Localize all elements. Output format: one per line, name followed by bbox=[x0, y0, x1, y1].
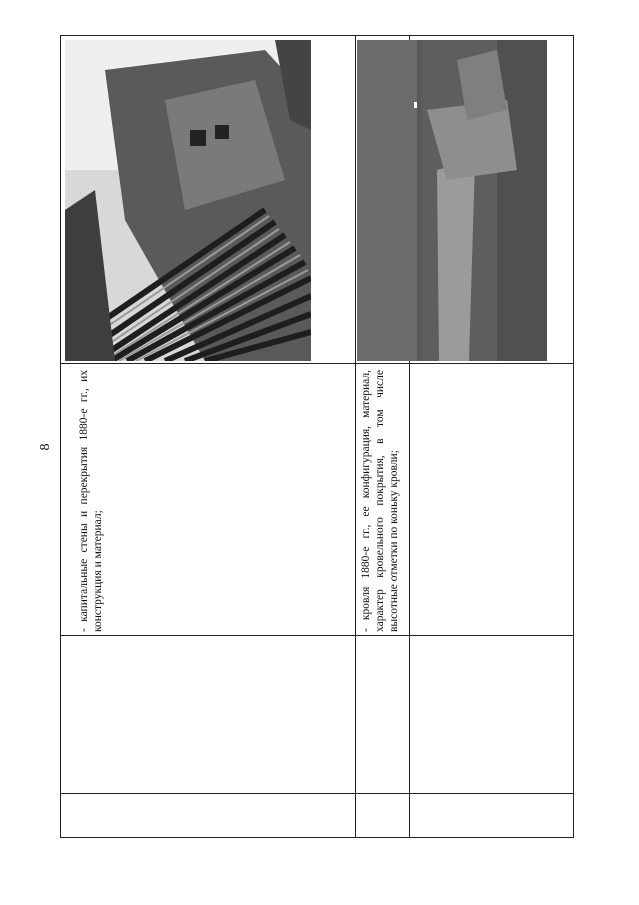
column-divider bbox=[355, 36, 356, 837]
row-2-description: - кровля 1880-е гг., ее конфигурация, материал, характер кровельного покрытия, в том числе высотные отметки по коньку кровли; bbox=[360, 370, 400, 632]
row-1-description: - капитальные стены и перекрытия 1880-е гг., их конструкция и материал; bbox=[78, 370, 104, 632]
page-number: 8 bbox=[38, 443, 53, 451]
row-1-description-cell bbox=[75, 366, 355, 634]
roof-interior-photo bbox=[357, 40, 547, 361]
row-divider bbox=[61, 635, 573, 636]
row-2-description-cell bbox=[357, 366, 409, 634]
row-divider bbox=[61, 793, 573, 794]
wooden-house-construction-photo bbox=[65, 40, 311, 361]
document-table bbox=[60, 35, 574, 838]
row-divider bbox=[61, 363, 573, 364]
